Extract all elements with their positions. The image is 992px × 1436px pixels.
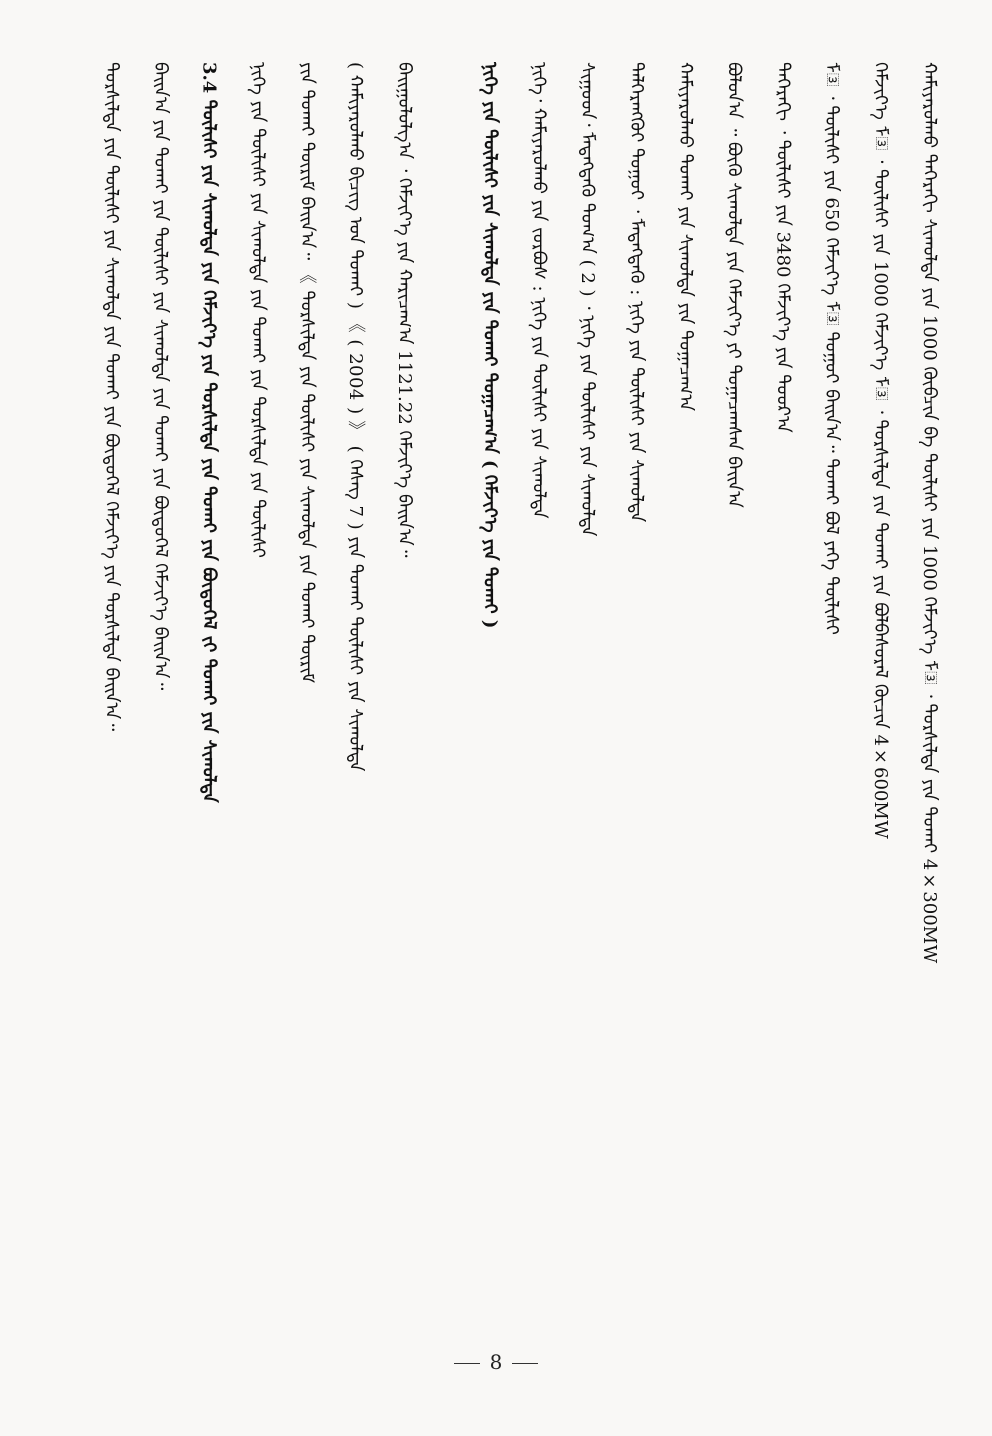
- text-column-17: ᠲᠤᠷᠰᠢᠯᠲᠠ ᠶᠢᠨ ᠲᠦᠯᠢᠰᠢ ᠶᠢᠨ ᠰᠢᠬᠤᠯᠲᠠ ᠶᠢᠨ ᠲᠤᠬᠠᠢ ᠶᠢᠨ ᠪᠦᠲᠦᠭᠡᠯ ᠬᠡᠮᠵᠢᠶ᠎ᠡ ᠶᠢᠨ ᠲᠤᠷᠰᠢᠯᠲᠠ ᠪᠠᠢᠨ᠎ᠠ᠃: [101, 62, 122, 732]
- text-column-12: ( ᠬᠠᠮᠢᠶᠠᠷᠤᠯᠬᠤ ᠪᠢᠴᠢᠭ ᠤᠨ ᠲᠤᠬᠠᠢ ) 《 ( 2004 ) 》 ( ᠬᠡᠰᠡᠭ 7 ) ᠶᠢᠨ ᠲᠤᠬᠠᠢ ᠲᠦᠯᠢᠰᠢ ᠶᠢᠨ ᠰᠢᠬᠤᠯᠲᠠ: [345, 62, 367, 772]
- text-column-7: ᠳᠡᠯᠭᠡᠷᠡᠩᠭᠦᠢ ᠳᠤᠭᠤᠢ ᠂ ᠮᠡᠳᠡᠭᠳᠡᠬᠦ : ᠨᠢᠭᠡ ᠶᠢᠨ ᠲᠦᠯᠢᠰᠢ ᠶᠢᠨ ᠰᠢᠬᠤᠯᠲᠠ: [625, 62, 647, 523]
- text-column-14: ᠨᠢᠭᠡ ᠶᠢᠨ ᠲᠦᠯᠢᠰᠢ ᠶᠢᠨ ᠰᠢᠬᠤᠯᠲᠠ ᠶᠢᠨ ᠲᠤᠬᠠᠢ ᠶᠢᠨ ᠲᠤᠷᠰᠢᠯᠲᠠ ᠶᠢᠨ ᠲᠦᠯᠢᠰᠢ: [247, 62, 269, 558]
- section-heading-column: ᠨᠢᠭᠡ ᠶᠢᠨ ᠲᠦᠯᠢᠰᠢ ᠶᠢᠨ ᠰᠢᠬᠤᠯᠲᠠ ᠶᠢᠨ ᠲᠤᠬᠠᠢ ᠲᠤᠭᠠᠴᠠᠭ᠎ᠠ ( ᠬᠡᠮᠵᠢᠶ᠎ᠡ ᠶᠢᠨ ᠲᠤᠬᠠᠢ ): [479, 62, 501, 629]
- vertical-text-area: [100, 62, 940, 1362]
- dash-left: [454, 1363, 480, 1364]
- text-column-6: ᠬᠠᠮᠢᠶᠠᠷᠤᠯᠬᠤ ᠲᠤᠬᠠᠢ ᠶᠢᠨ ᠰᠢᠬᠤᠯᠲᠠ ᠶᠢᠨ ᠲᠤᠭᠠᠴᠠᠭ᠎ᠠ: [674, 62, 696, 412]
- text-column-5: ᠪᠤᠯᠤᠨ᠎ᠠ ᠃ ᠪᠦᠬᠦ ᠰᠢᠬᠤᠯᠲᠠ ᠶᠢᠨ ᠬᠡᠮᠵᠢᠶ᠎ᠡ ᠶᠢ ᠲᠣᠭᠠᠴᠠᠭᠰᠠᠨ ᠪᠠᠢᠨ᠎ᠠ: [723, 62, 745, 508]
- text-column-9: ᠨᠢᠭᠡ᠂ ᠬᠠᠮᠢᠶᠠᠷᠤᠯᠬᠤ ᠶᠢᠨ ᠵᠤᠷᠪᠤᠰ : ᠨᠢᠭᠡ ᠶᠢᠨ ᠲᠦᠯᠢᠰᠢ ᠶᠢᠨ ᠰᠢᠬᠤᠯᠲᠠ: [528, 62, 550, 519]
- dash-right: [512, 1363, 538, 1364]
- text-column-4: ᠳᠡᠭᠡᠷᠡᠬᠢ ᠂ ᠲᠦᠯᠢᠰᠢ ᠶᠢᠨ 3480 ᠬᠡᠮᠵᠢᠶ᠎ᠡ ᠶᠢᠨ ᠳᠤᠤᠷ᠎ᠠ: [772, 62, 794, 433]
- text-column-2: ᠬᠡᠮᠵᠢᠶ᠎ᠡ ᠮ᠍ ᠂ ᠲᠦᠯᠢᠰᠢ ᠶᠢᠨ 1000 ᠬᠡᠮᠵᠢᠶ᠎ᠡ ᠮ᠍ ᠂ ᠳᠤᠷᠰᠢᠯᠲᠠ ᠶᠢᠨ ᠲᠤᠬᠠᠢ ᠶᠢᠨ ᠪᠤᠯᠪᠠᠰᠤᠷᠠᠯ ᠬᠦᠴᠢᠨ 4×600MW: [870, 62, 891, 840]
- text-column-1: ᠬᠠᠮᠢᠶᠠᠷᠤᠯᠬᠤ ᠳᠡᠭᠡᠷᠡᠬᠢ ᠰᠢᠬᠤᠯᠲᠠ ᠶᠢᠨ 1000 ᠬᠦᠪᠴᠢᠨ ᠪᠠ ᠲᠦᠯᠢᠰᠢ ᠶᠢᠨ 1000 ᠬᠡᠮᠵᠢᠶ᠎ᠡ ᠮ᠍ ᠂ ᠲᠤᠷᠰᠢᠯᠲᠠ ᠶᠢᠨ ᠲᠤᠬᠠᠢ 4×300MW: [918, 62, 940, 964]
- column-gap: [442, 62, 452, 1362]
- text-column-3: ᠮ᠍ ᠂ ᠲᠦᠯᠢᠰᠢ ᠶᠢᠨ 650 ᠬᠡᠮᠵᠢᠶ᠎ᠡ ᠮ᠍ ᠳᠤᠭᠤᠢ ᠪᠠᠢᠨ᠎ᠠ᠃ ᠲᠤᠬᠠᠢ ᠪᠤᠯ ᠶᠡᠬᠡ ᠲᠦᠯᠢᠰᠢ: [821, 62, 843, 635]
- page-number-footer: [0, 1350, 992, 1374]
- text-column-8: ᠰᠢᠭᠤᠳ᠂ ᠮᠡᠳᠡᠭᠳᠡᠬᠦ ᠲᠤᠭ᠎ᠠ ( 2 ) ᠂ ᠨᠢᠭᠡ ᠶᠢᠨ ᠲᠦᠯᠢᠰᠢ ᠶᠢᠨ ᠰᠢᠬᠤᠯᠲᠠ: [577, 62, 599, 537]
- text-column-13: ᠶᠢᠨ ᠲᠤᠬᠠᠢ ᠳᠦᠷᠢᠮ ᠪᠠᠢᠨ᠎ᠠ᠃ 《 ᠲᠤᠷᠰᠢᠯᠲᠠ ᠶᠢᠨ ᠲᠦᠯᠢᠰᠢ ᠶᠢᠨ ᠰᠢᠬᠤᠯᠲᠠ ᠶᠢᠨ ᠲᠤᠬᠠᠢ ᠳᠦᠷᠢᠮ: [296, 62, 318, 684]
- text-column-16: ᠪᠠᠢᠨ᠎ᠠ ᠶᠢᠨ ᠲᠤᠬᠠᠢ ᠶᠢᠨ ᠲᠦᠯᠢᠰᠢ ᠶᠢᠨ ᠰᠢᠬᠤᠯᠲᠠ ᠶᠢᠨ ᠲᠤᠬᠠᠢ ᠶᠢᠨ ᠪᠦᠲᠦᠭᠡᠯ ᠬᠡᠮᠵᠢᠶ᠎ᠡ ᠪᠠᠢᠨ᠎ᠠ᠃: [149, 62, 171, 691]
- text-column-11: ᠪᠠᠢᠭᠤᠯᠤᠯᠭ᠎ᠠ ᠂ ᠬᠡᠮᠵᠢᠶ᠎ᠡ ᠶᠢᠨ ᠬᠠᠷᠢᠴᠠᠭ᠎ᠠ 1121.22 ᠬᠡᠮᠵᠢᠶ᠎ᠡ ᠪᠠᠢᠨ᠎ᠠ᠃: [393, 62, 415, 558]
- subsection-heading-column: 3.4 ᠲᠦᠯᠢᠰᠢ ᠶᠢᠨ ᠰᠢᠬᠤᠯᠲᠠ ᠶᠢᠨ ᠬᠡᠮᠵᠢᠶ᠎ᠡ ᠶᠢᠨ ᠲᠤᠷᠰᠢᠯᠲᠠ ᠶᠢᠨ ᠲᠤᠬᠠᠢ ᠶᠢᠨ ᠪᠦᠲᠦᠭᠡᠯ ᠵᠢ ᠲᠤᠬᠠᠢ ᠶᠢᠨ ᠰᠢᠬᠤᠯᠲᠠ: [198, 62, 220, 803]
- page-number: 8: [489, 1350, 503, 1374]
